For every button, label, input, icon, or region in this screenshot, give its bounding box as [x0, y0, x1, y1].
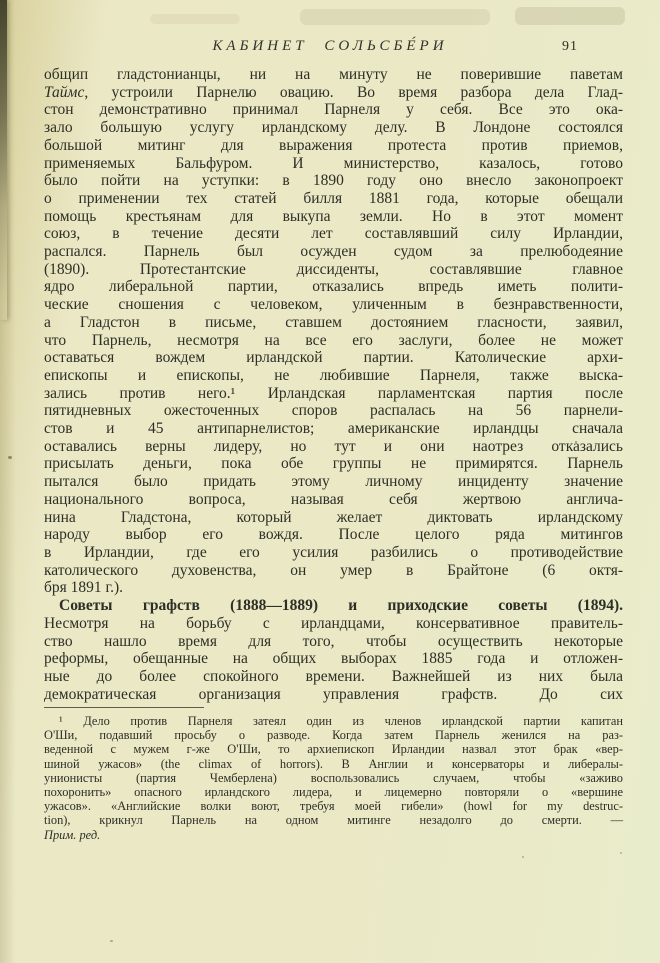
- text-line: Советы графств (1888—1889) и приходские советы (1894).: [59, 597, 623, 615]
- text-line: о применении тех статей билля 1881 года, которые обещали: [44, 189, 623, 207]
- text-line: национального вопроса, называя себя жертвою англича-: [44, 490, 623, 508]
- text-line: Прим. ред.: [44, 827, 101, 842]
- text-line: ство нашло время для того, чтобы осуществить некоторые: [44, 632, 623, 650]
- paper-speck: [620, 852, 622, 854]
- text-line: в Ирландии, где его усилия разбились о противодействие: [44, 543, 623, 561]
- text-line: было пойти на уступки: в 1890 году оно внесло законопроект: [44, 172, 623, 190]
- running-title: КАБИНЕТ СОЛЬСБЕ́РИ: [212, 38, 448, 54]
- footnote-rule: [44, 707, 204, 708]
- text-line: шиной ужасов» (the climax of horrors). В Англии и консерваторы и либералы-: [44, 756, 623, 771]
- text-line: О'Ши, подавший просьбу о разводе. Когда затем Парнель женился на раз-: [44, 728, 623, 743]
- text-line: бря 1891 г.).: [44, 579, 124, 597]
- text-line: епископы и епископы, не любившие Парнеля, также выска-: [44, 366, 623, 384]
- text-line: ужасов». «Английские волки воют, требуя моей гибели» (howl for my destruc-: [44, 799, 623, 814]
- text-line: оставаться вождем ирландской партии. Католические архи-: [44, 349, 623, 367]
- text-line: зались против него.¹ Ирландская парламентская партия после: [44, 384, 623, 402]
- text-line: Несмотря на борьбу с ирландцами, консервативное правитель-: [44, 614, 623, 632]
- running-head: [0, 38, 660, 58]
- footnote-text: [44, 714, 623, 842]
- showthrough-ghost: [150, 14, 240, 24]
- text-line: демократическая организация управления графств. До сих: [44, 685, 623, 703]
- text-line: присылать деньги, пока обе группы не примирятся. Парнель: [44, 455, 623, 473]
- text-line: ческие сношения с человеком, уличенным в безнравственности,: [44, 296, 623, 314]
- text-line: пятидневных ожесточенных споров распалась на 56 парнели-: [44, 402, 623, 420]
- text-line: веденной с мужем г-же О'Ши, то архиепископ Ирландии назвал этот брак «вер-: [44, 742, 623, 757]
- body-text: [44, 66, 623, 703]
- text-line: а Гладстон в письме, ставшем достоянием гласности, заявил,: [44, 313, 623, 331]
- text-line: зало большую услугу ирландскому делу. В Лондоне состоялся: [44, 119, 623, 137]
- text-line: оставались верны лидеру, но тут и они наотрез отказались: [44, 437, 623, 455]
- text-line: ные до более спокойного времени. Важнейшей из них была: [44, 667, 623, 685]
- text-line: пытался было придать этому личному инциденту значение: [44, 473, 623, 491]
- text-line: нина Гладстона, который желает диктовать ирландскому: [44, 508, 623, 526]
- text-line: общип гладстонианцы, ни на минуту не поверившие паветам: [44, 66, 623, 83]
- text-line: реформы, обещанные на общих выборах 1885 года и отложен-: [44, 650, 623, 668]
- text-line: католического духовенства, он умер в Брайтоне (6 октя-: [44, 561, 623, 579]
- text-line: (1890). Протестантские диссиденты, составлявшие главное: [44, 260, 623, 278]
- showthrough-ghost: [515, 7, 625, 25]
- text-line: tion), крикнул Парнель на одном митинге незадолго до смерти. —: [44, 813, 623, 828]
- text-line: распался. Парнель был осужден судом за прелюбодеяние: [44, 243, 623, 261]
- text-line: стон демонстративно принимал Парнеля у себя. Все это ока-: [44, 101, 623, 119]
- paper-speck: [8, 456, 12, 459]
- text-line: похоронить» опасного ирландского лидера, и лицемерно повторяли о «вершине: [44, 785, 623, 800]
- text-line: народу выбор его вождя. После целого ряда митингов: [44, 526, 623, 544]
- text-line: помощь крестьянам для выкупа земли. Но в этот момент: [44, 207, 623, 225]
- text-line: большой митинг для выражения протеста против приемов,: [44, 136, 623, 154]
- text-line: унионисты (партия Чемберлена) воспользовались случаем, чтобы «заживо: [44, 770, 623, 785]
- text-line: союз, в течение десяти лет составлявший силу Ирландии,: [44, 225, 623, 243]
- paper-speck: [522, 856, 524, 858]
- paper-speck: [110, 940, 113, 942]
- page-number: 91: [562, 39, 578, 54]
- text-line: ядро либеральной партии, отказались впредь иметь полити-: [44, 278, 623, 296]
- text-line: что Парнель, несмотря на все его заслуги, более не может: [44, 331, 623, 349]
- text-line: стов и 45 антипарнелистов; американские ирландцы сначала: [44, 420, 623, 438]
- text-line: ¹ Дело против Парнеля затеял один из членов ирландской партии капитан: [59, 714, 623, 728]
- text-line: Таймс, устроили Парнелю овацию. Во время разбора дела Глад-: [44, 83, 623, 101]
- showthrough-ghost: [300, 9, 490, 25]
- text-line: применяемых Бальфуром. И министерство, казалось, готово: [44, 154, 623, 172]
